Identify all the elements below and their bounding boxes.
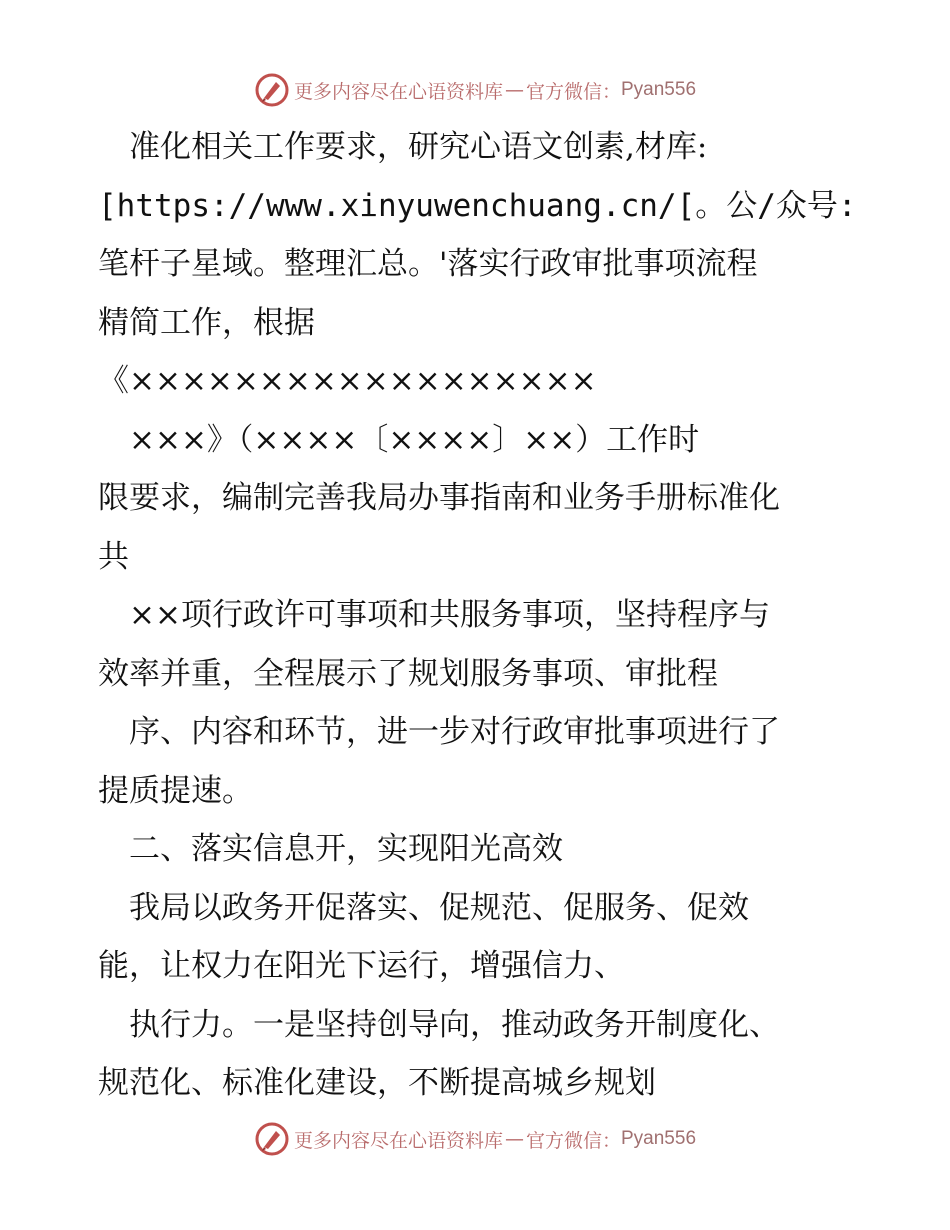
- body-line-3: 笔杆子星域。整理汇总。'落实行政审批事项流程: [98, 246, 758, 282]
- body-line-16: 执行力。一是坚持创导向，推动政务开制度化、: [98, 1007, 780, 1043]
- body-line-15: 能，让权力在阳光下运行，增强信力、: [98, 948, 625, 984]
- body-line-9: ××项行政许可事项和共服务事项，坚持程序与: [98, 597, 770, 633]
- body-line-14: 我局以政务开促落实、促规范、促服务、促效: [98, 890, 749, 926]
- watermark-wechat-id: Pyan556: [621, 79, 697, 100]
- body-line-5: 《××××××××××××××××××: [98, 363, 597, 399]
- watermark-separator: —: [504, 79, 524, 101]
- pen-logo-icon: [254, 1121, 290, 1157]
- header-watermark: [0, 70, 950, 110]
- pen-logo-icon: [254, 72, 290, 108]
- body-line-10: 效率并重，全程展示了规划服务事项、审批程: [98, 656, 718, 692]
- body-line-4: 精简工作，根据: [98, 305, 315, 341]
- body-line-8: 共: [98, 539, 129, 575]
- watermark-text: 更多内容尽在心语资料库: [293, 80, 503, 103]
- footer-watermark: [0, 1119, 950, 1159]
- watermark-wechat-label: 官方微信：: [525, 1129, 621, 1152]
- section-heading: 二、落实信息开，实现阳光高效: [98, 831, 563, 867]
- watermark-wechat-id: Pyan556: [621, 1128, 697, 1149]
- watermark-separator: —: [504, 1128, 524, 1150]
- body-line-2: [https://www.xinyuwenchuang.cn/[。公/众号:: [98, 188, 857, 224]
- body-line-11: 序、内容和环节，进一步对行政审批事项进行了: [98, 714, 780, 750]
- watermark-wechat-label: 官方微信：: [525, 80, 621, 103]
- body-line-17: 规范化、标准化建设，不断提高城乡规划: [98, 1065, 656, 1101]
- body-line-7: 限要求，编制完善我局办事指南和业务手册标准化: [98, 480, 780, 516]
- body-line-6: ×××》（××××〔××××〕××）工作时: [98, 422, 700, 458]
- watermark-text: 更多内容尽在心语资料库: [293, 1129, 503, 1152]
- body-line-1: 准化相关工作要求，研究心语文创素,材库:: [98, 129, 708, 165]
- body-line-12: 提质提速。: [98, 773, 253, 809]
